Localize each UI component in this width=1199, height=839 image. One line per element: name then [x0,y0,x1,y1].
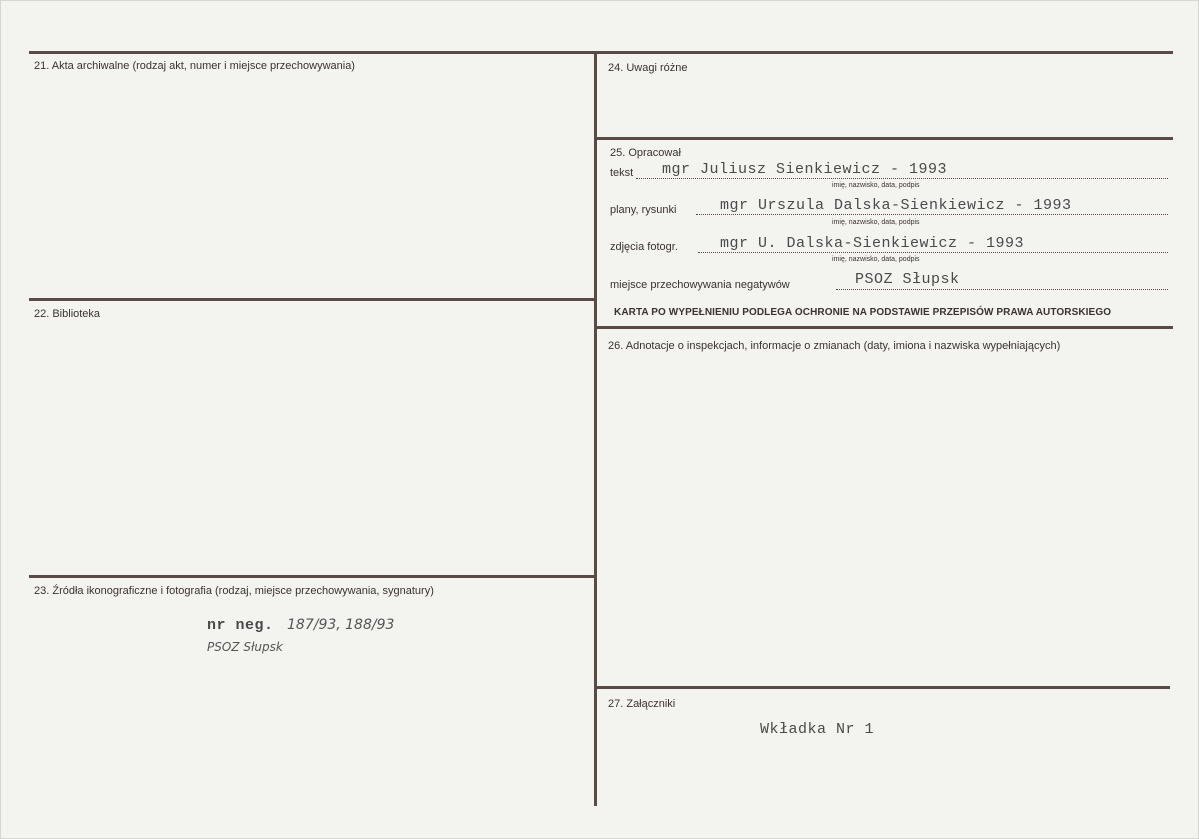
divider-22-23 [29,575,597,578]
divider-25-26 [597,326,1173,329]
center-divider [594,51,597,806]
tekst-line [636,178,1168,179]
storage-place-handwritten: PSOZ Słupsk [207,640,283,654]
section-25-label: 25. Opracował [610,147,681,159]
tekst-value: mgr Juliusz Sienkiewicz - 1993 [662,161,948,178]
negative-numbers-handwritten: 187/93, 188/93 [287,617,395,633]
plany-value: mgr Urszula Dalska-Sienkiewicz - 1993 [720,197,1072,214]
tekst-caption: imię, nazwisko, data, podpis [832,182,920,189]
section-27-label: 27. Załączniki [608,698,676,710]
attachment-value: Wkładka Nr 1 [760,721,875,738]
top-rule [29,51,1173,54]
zdjecia-caption: imię, nazwisko, data, podpis [832,256,920,263]
zdjecia-value: mgr U. Dalska-Sienkiewicz - 1993 [720,235,1025,252]
tekst-label: tekst [610,167,634,179]
section-24-label: 24. Uwagi różne [608,62,688,74]
divider-26-27 [597,686,1170,689]
copyright-notice: KARTA PO WYPEŁNIENIU PODLEGA OCHRONIE NA PODSTAWIE PRZEPISÓW PRAWA AUTORSKIEGO [614,307,1112,318]
miejsce-value: PSOZ Słupsk [855,271,960,288]
plany-caption: imię, nazwisko, data, podpis [832,219,920,226]
divider-24-25 [597,137,1173,140]
miejsce-line [836,289,1168,290]
divider-21-22 [29,298,597,301]
plany-label: plany, rysunki [610,204,677,216]
section-26-label: 26. Adnotacje o inspekcjach, informacje o zmianach (daty, imiona i nazwiska wypełniających) [608,340,1061,352]
miejsce-label: miejsce przechowywania negatywów [610,279,790,291]
section-23-label: 23. Źródła ikonograficzne i fotografia (rodzaj, miejsce przechowywania, sygnatury) [34,585,434,597]
section-22-label: 22. Biblioteka [34,308,101,320]
negative-number-typed: nr neg. [207,617,274,634]
plany-line [696,214,1168,215]
section-21-label: 21. Akta archiwalne (rodzaj akt, numer i miejsce przechowywania) [34,60,355,72]
zdjecia-line [698,252,1168,253]
zdjecia-label: zdjęcia fotogr. [610,241,678,253]
